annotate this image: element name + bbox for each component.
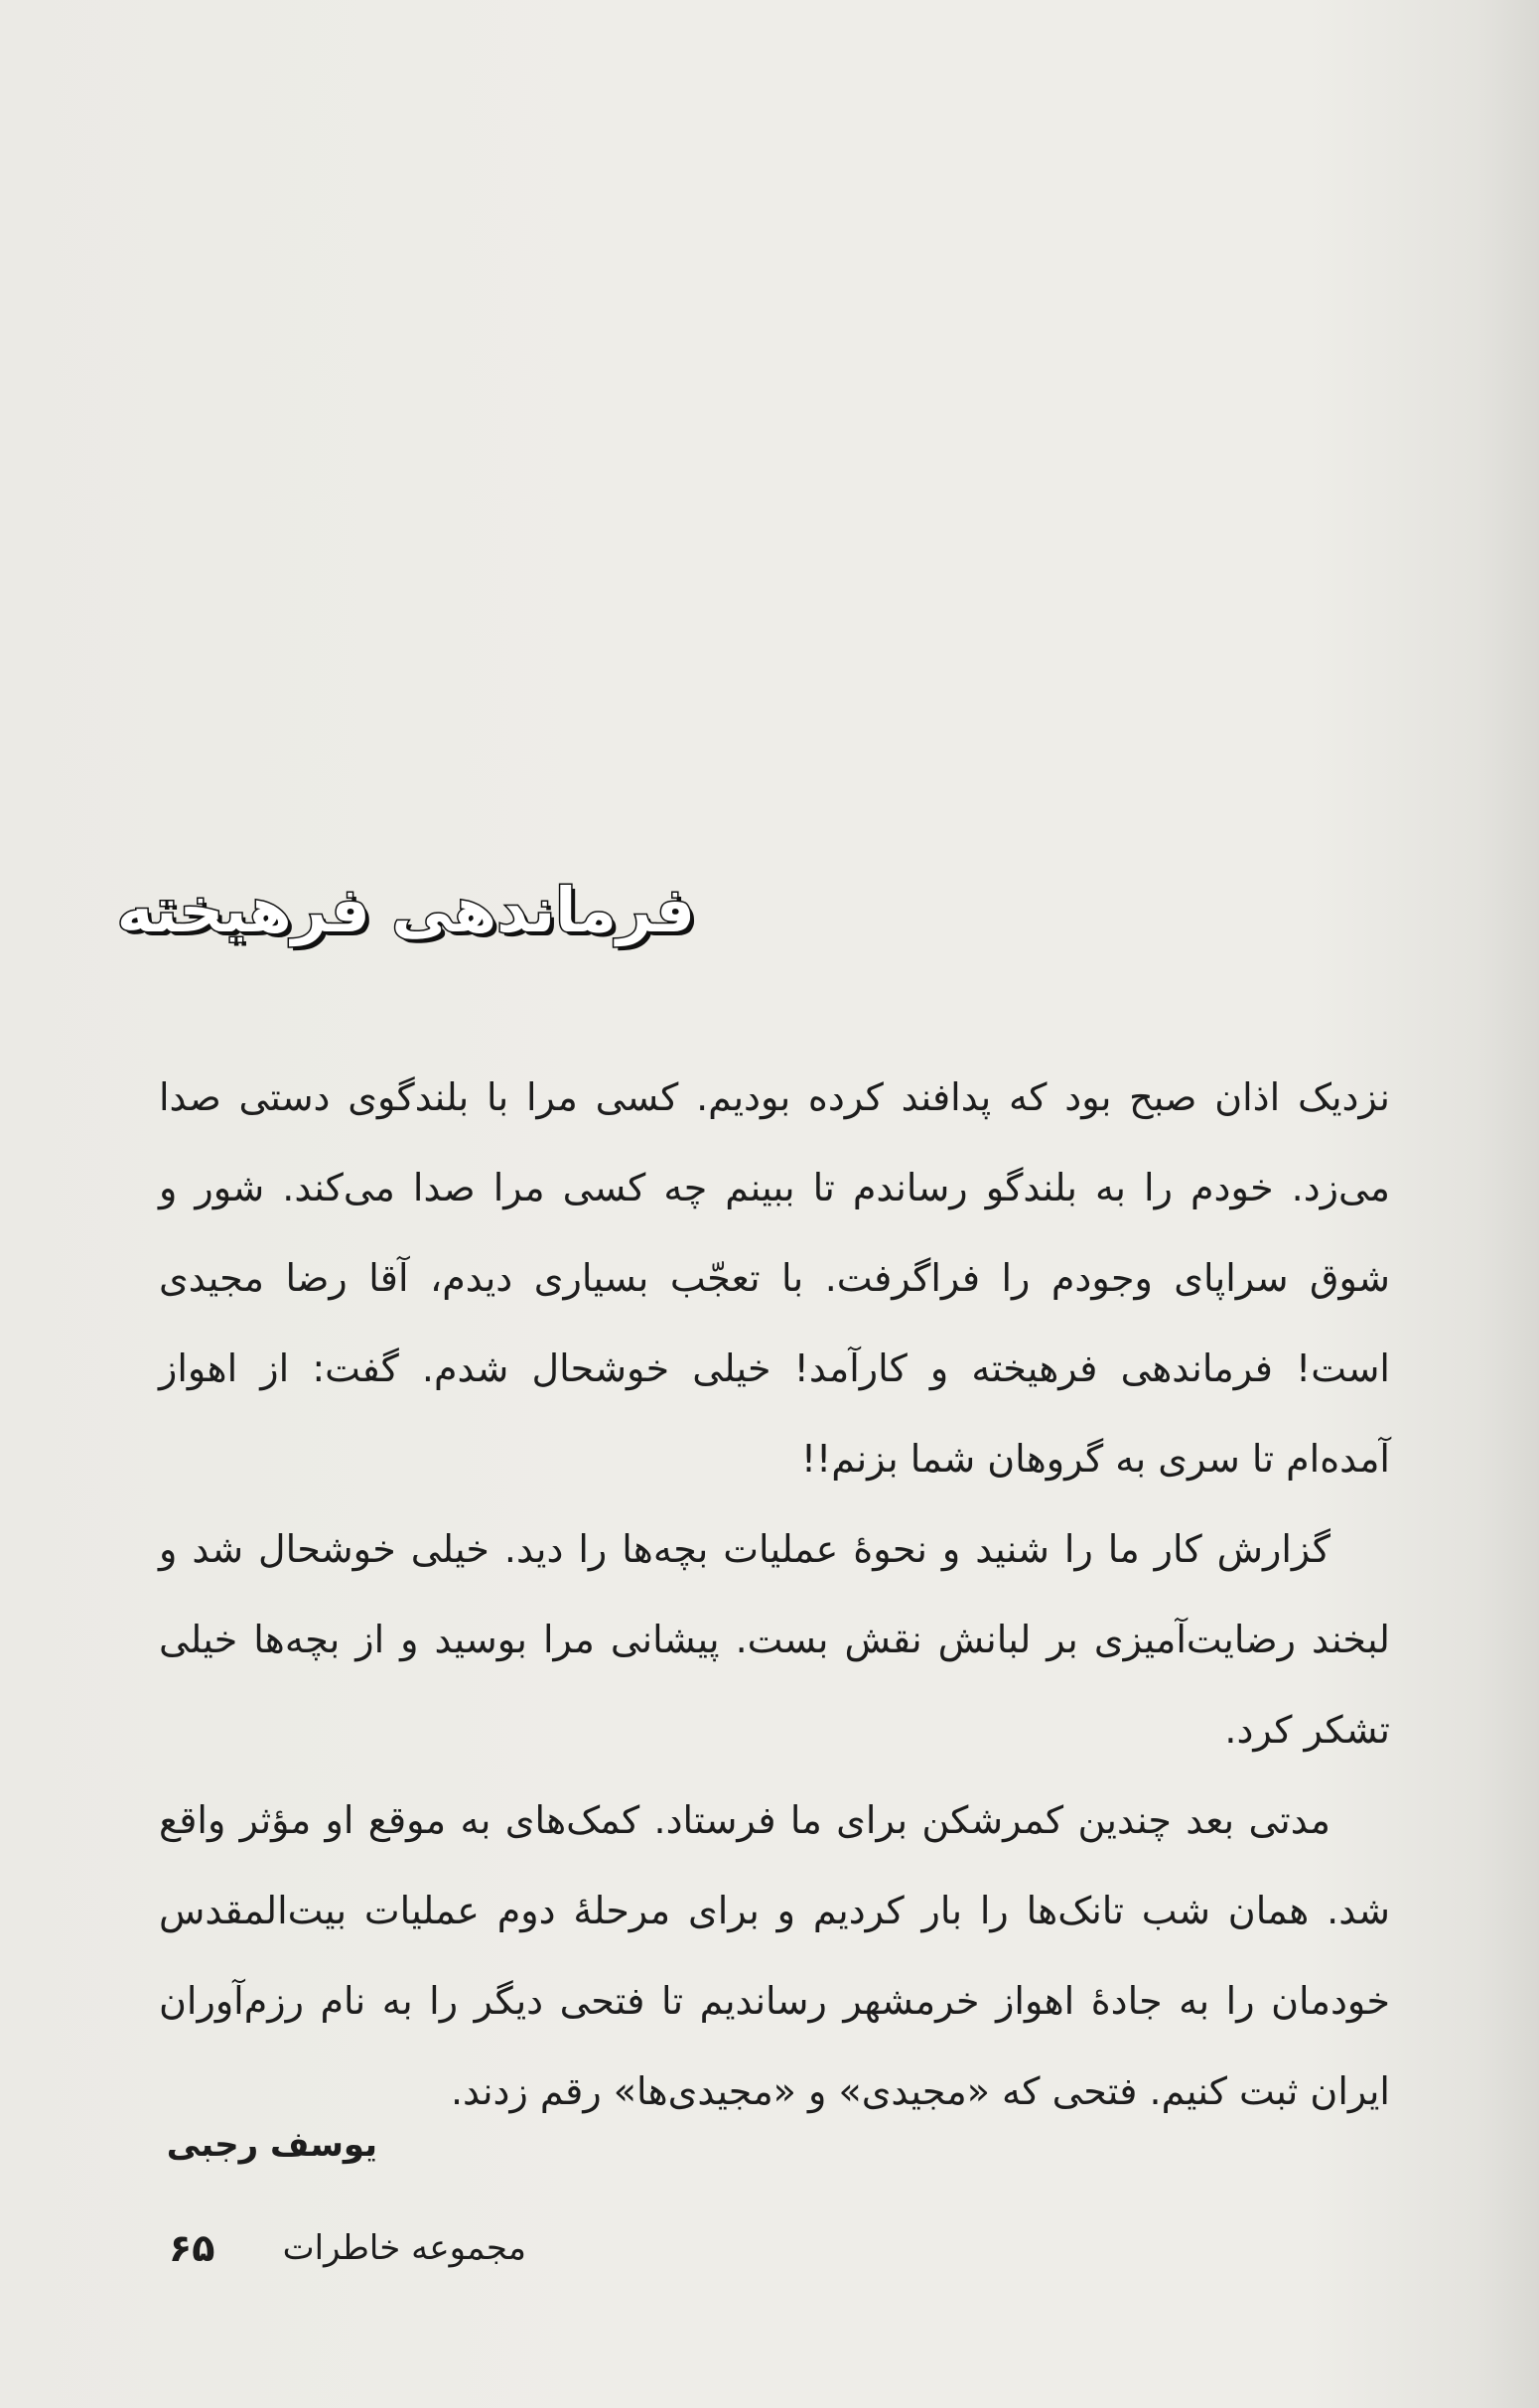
article-title: فرماندهی فرهیخته: [116, 874, 695, 946]
page-number: ۶۵: [169, 2226, 215, 2270]
article-body: [159, 1053, 1390, 2137]
author-name: یوسف رجبی: [166, 2125, 377, 2165]
page-footer: [149, 2226, 546, 2286]
paragraph-1: نزدیک اذان صبح بود که پدافند کرده بودیم. کسی مرا با بلندگوی دستی صدا می‌زد. خودم را به بلندگو رساندم تا ببینم چه کسی مرا صدا می‌کند. شور و شوق سراپای وجودم را فراگرفت. با تعجّب بسیاری دیدم، آقا رضا مجیدی است! فرماندهی فرهیخته و کارآمد! خیلی خوشحال شدم. گفت: از اهواز آمده‌ام تا سری به گروهان شما بزنم!!: [159, 1075, 1390, 1481]
paragraph-3: مدتی بعد چندین کمرشکن برای ما فرستاد. کمک‌های به موقع او مؤثر واقع شد. همان شب تانک‌ها را بار کردیم و برای مرحلهٔ دوم عملیات بیت‌المقدس خودمان را به جادهٔ اهواز خرمشهر رساندیم تا فتحی دیگر را به نام رزم‌آوران ایران ثبت کنیم. فتحی که «مجیدی» و «مجیدی‌ها» رقم زدند.: [159, 1798, 1390, 2113]
collection-title: مجموعه خاطرات: [282, 2228, 526, 2268]
paragraph-2: گزارش کار ما را شنید و نحوهٔ عملیات بچه‌ها را دید. خیلی خوشحال شد و لبخند رضایت‌آمیزی بر لبانش نقش بست. پیشانی مرا بوسید و از بچه‌ها خیلی تشکر کرد.: [159, 1527, 1390, 1752]
